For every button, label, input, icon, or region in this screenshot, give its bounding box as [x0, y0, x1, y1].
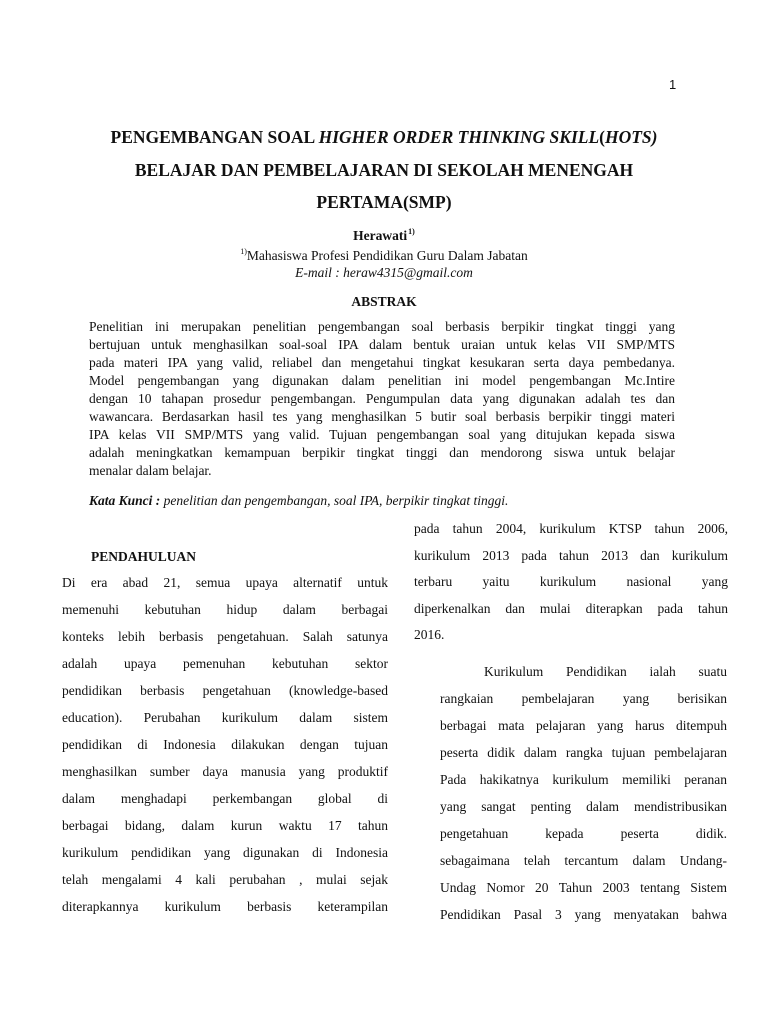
- body-line: pendidikan di Indonesia dilakukan dengan tujuan: [62, 737, 388, 752]
- body-line: yang sangat penting dalam mendistribusikan: [440, 799, 727, 814]
- section-heading: PENDAHULUAN: [91, 549, 197, 564]
- body-line: pendidikan berbasis pengetahuan (knowledge-based: [62, 683, 388, 698]
- affiliation-sup: 1): [240, 247, 247, 256]
- abstract-line: bertujuan untuk menghasilkan soal-soal IPA dalam bentuk uraian untuk kelas VII SMP/MTS: [89, 337, 675, 352]
- keywords-text: penelitian dan pengembangan, soal IPA, berpikir tingkat tinggi.: [160, 493, 509, 508]
- body-line: pengetahuan kepada peserta didik.: [440, 826, 727, 841]
- abstract-line: wawancara. Berdasarkan hasil tes yang menghasilkan 5 butir soal berbasis berpikir tinggi materi: [89, 409, 675, 424]
- title-line-2: BELAJAR DAN PEMBELAJARAN DI SEKOLAH MENENGAH: [134, 160, 634, 180]
- body-line: memenuhi kebutuhan hidup dalam berbagai: [62, 602, 388, 617]
- body-line: rangkaian pembelajaran yang berisikan: [440, 691, 727, 706]
- body-line: pada tahun 2004, kurikulum KTSP tahun 2006,: [414, 521, 728, 536]
- page-number: 1: [669, 77, 677, 92]
- title-italic-1: HIGHER ORDER THINKING SKILL: [318, 127, 600, 147]
- affiliation-text: Mahasiswa Profesi Pendidikan Guru Dalam Jabatan: [246, 248, 528, 263]
- body-line: telah mengalami 4 kali perubahan , mulai sejak: [62, 872, 388, 887]
- abstract-line: adalah meningkatkan kemampuan berpikir tingkat tinggi dan mendorong siswa untuk belajar: [89, 445, 675, 460]
- body-line: Kurikulum Pendidikan ialah suatu: [484, 664, 727, 679]
- body-line: berbagai mata pelajaran yang harus ditempuh: [440, 718, 727, 733]
- body-line: terbaru yaitu kurikulum nasional yang: [414, 574, 728, 589]
- title-paren: (: [599, 127, 605, 147]
- abstract-line: pada materi IPA yang valid, reliabel dan mengetahui tingkat kesukaran serta daya pembedanya.: [89, 355, 675, 370]
- title-text-1: PENGEMBANGAN SOAL: [110, 127, 319, 147]
- keywords: [89, 493, 508, 509]
- body-line: menghasilkan sumber daya manusia yang produktif: [62, 764, 388, 779]
- abstract-line: menalar dalam belajar.: [89, 463, 212, 478]
- abstract-line: IPA kelas VII SMP/MTS yang valid. Tujuan pengembangan soal yang ditujukan kepada siswa: [89, 427, 675, 442]
- body-line: kurikulum 2013 pada tahun 2013 dan kurikulum: [414, 548, 728, 563]
- body-line: sebagaimana telah tercantum dalam Undang-: [440, 853, 727, 868]
- body-line: education). Perubahan kurikulum dalam sistem: [62, 710, 388, 725]
- affiliation: [60, 247, 708, 264]
- body-line: 2016.: [414, 627, 445, 642]
- body-line: kurikulum pendidikan yang digunakan di Indonesia: [62, 845, 388, 860]
- author-sup: 1): [408, 227, 415, 236]
- author-name-text: Herawati: [353, 228, 408, 243]
- title-line-1: [60, 127, 708, 148]
- abstract-line: Penelitian ini merupakan penelitian pengembangan soal berbasis berpikir tingkat tinggi yang: [89, 319, 675, 334]
- body-line: Pada hakikatnya kurikulum memiliki peranan: [440, 772, 727, 787]
- abstract-heading: ABSTRAK: [351, 294, 417, 309]
- body-line: Pendidikan Pasal 3 yang menyatakan bahwa: [440, 907, 727, 922]
- body-line: peserta didik dalam rangka tujuan pembelajaran: [440, 745, 727, 760]
- body-line: konteks lebih berbasis pengetahuan. Salah satunya: [62, 629, 388, 644]
- author-email: E-mail : heraw4315@gmail.com: [295, 265, 473, 280]
- title-italic-2: HOTS): [604, 127, 658, 147]
- author-name: [60, 227, 708, 244]
- body-line: Di era abad 21, semua upaya alternatif untuk: [62, 575, 388, 590]
- body-line: adalah upaya pemenuhan kebutuhan sektor: [62, 656, 388, 671]
- abstract-line: Model pengembangan yang digunakan dalam penelitian ini model pengembangan Mc.Intire: [89, 373, 675, 388]
- body-line: Undag Nomor 20 Tahun 2003 tentang Sistem: [440, 880, 727, 895]
- body-line: berbagai bidang, dalam kurun waktu 17 tahun: [62, 818, 388, 833]
- body-line: diperkenalkan dan mulai diterapkan pada tahun: [414, 601, 728, 616]
- keywords-label: Kata Kunci :: [89, 493, 161, 508]
- title-line-3: PERTAMA(SMP): [316, 192, 452, 212]
- body-line: dalam menghadapi perkembangan global di: [62, 791, 388, 806]
- abstract-line: dengan 10 tahapan prosedur pengembangan. Pengumpulan data yang digunakan adalah tes dan: [89, 391, 675, 406]
- body-line: diterapkannya kurikulum berbasis keterampilan: [62, 899, 388, 914]
